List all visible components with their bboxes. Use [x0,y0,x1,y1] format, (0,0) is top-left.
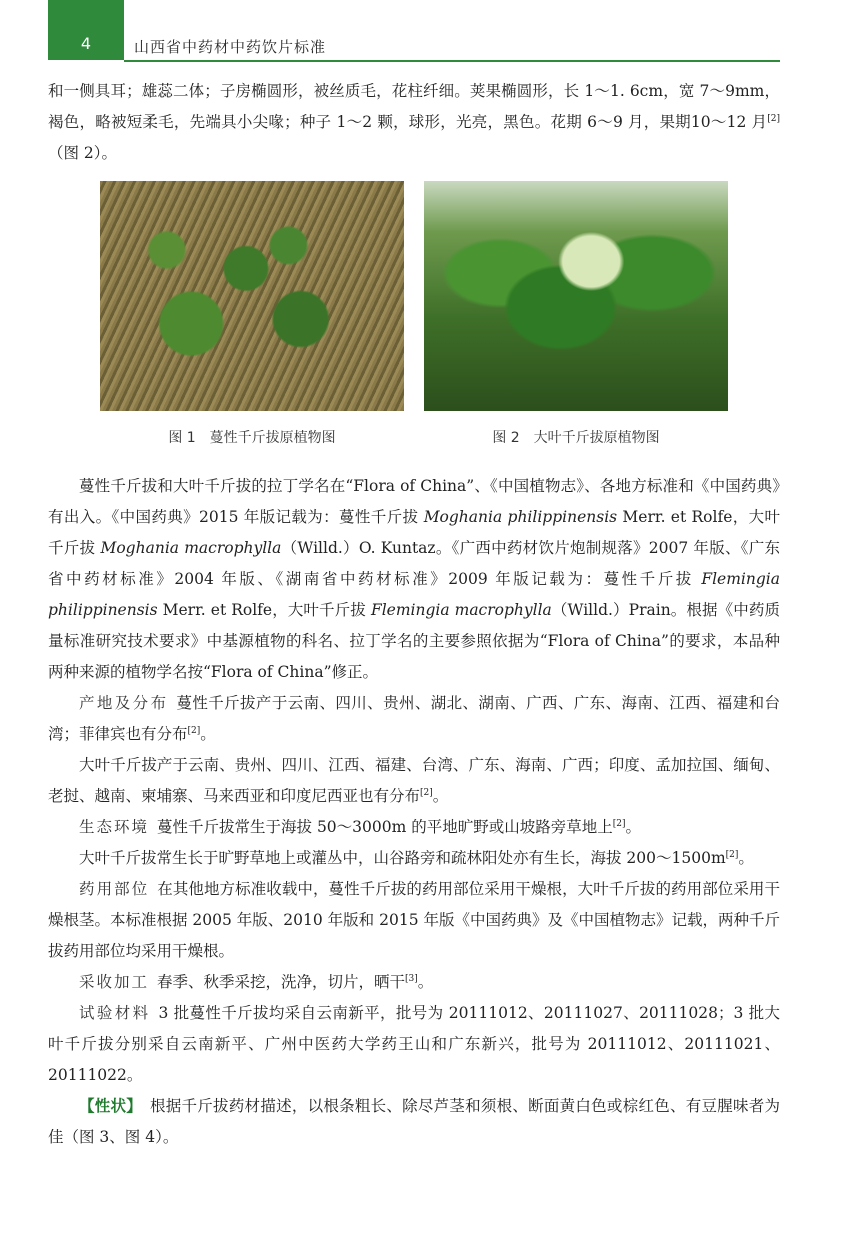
page-number: 4 [80,34,92,53]
names-text-5: （Willd.）Prain。根据《中药质量标准研究技术要求》中基源植物的科名、拉丁学名的主要参照依据为“Flora of China”的要求，本品种两种来源的植物学名按“Flora of China”修正。 [48,601,780,681]
latin-name-3: Flemingia philippinensis [48,570,780,619]
figure-row [48,181,780,463]
figure-2-caption: 图 2 大叶千斤拔原植物图 [492,430,660,446]
names-text-4: Merr. et Rolfe，大叶千斤拔 [157,601,371,619]
intro-ref: [2] [767,113,780,124]
distribution-paragraph-2 [48,750,780,812]
figure-1-caption: 图 1 蔓性千斤拔原植物图 [168,430,336,446]
intro-tail: （图 2）。 [48,144,118,162]
names-text-2: Merr. et Rolfe，大叶千斤拔 [48,508,780,557]
latin-name-2: Moghania macrophylla [100,539,282,557]
intro-text: 和一侧具耳；雄蕊二体；子房椭圆形，被丝质毛，花柱纤细。荚果椭圆形，长 1～1. 6cm，宽 7～9mm，褐色，略被短柔毛，先端具小尖喙；种子 1～2 颗，球形，光亮，黑色。花期 6～9 月，果期10～12 月 [48,82,780,131]
figure-2-photo [424,181,728,411]
medicinal-part-paragraph [48,874,780,967]
page-number-block [48,0,124,60]
medicinal-part-text: 在其他地方标准收载中，蔓性千斤拔的药用部位采用干燥根，大叶千斤拔的药用部位采用干燥根茎。本标准根据 2005 年版、2010 年版和 2015 年版《中国药典》及《中国植物志》记载，两种千斤拔药用部位均采用干燥根。 [48,880,780,960]
ecology-end-1: 。 [625,818,642,836]
character-paragraph [48,1091,780,1153]
character-label: 【性状】 [79,1097,143,1115]
distribution-end-2: 。 [432,787,449,805]
distribution-ref-2: [2] [420,787,433,798]
distribution-ref-1: [2] [187,725,201,736]
character-text: 根据千斤拔药材描述，以根条粗长、除尽芦茎和须根、断面黄白色或棕红色、有豆腥味者为佳（图 3、图 4）。 [48,1097,780,1146]
ecology-text-2: 大叶千斤拔常生长于旷野草地上或灌丛中，山谷路旁和疏林阳处亦有生长，海拔 200～1500m [79,849,726,867]
ecology-label: 生态环境 [79,818,150,836]
processing-text: 春季、秋季采挖，洗净，切片，晒干 [157,973,406,991]
page-content [48,76,780,1153]
ecology-end-2: 。 [738,849,754,867]
names-text-3: （Willd.）O. Kuntaz。《广西中药材饮片炮制规落》2007 年版、《广东省中药材标准》2004 年版、《湖南省中药材标准》2009 年版记载为：蔓性千斤拔 [48,539,780,588]
distribution-text-2: 大叶千斤拔产于云南、贵州、四川、江西、福建、台湾、广东、海南、广西；印度、孟加拉国、缅甸、老挝、越南、柬埔寨、马来西亚和印度尼西亚也有分布 [48,756,780,805]
distribution-text-1: 蔓性千斤拔产于云南、四川、贵州、湖北、湖南、广西、广东、海南、江西、福建和台湾；菲律宾也有分布 [48,694,780,743]
processing-paragraph [48,967,780,998]
header-rule [124,60,780,62]
figure-1-photo [100,181,404,411]
ecology-ref-2: [2] [725,849,739,860]
materials-paragraph [48,998,780,1091]
ecology-ref-1: [2] [612,818,626,829]
names-text-1: 蔓性千斤拔和大叶千斤拔的拉丁学名在“Flora of China”、《中国植物志》、各地方标准和《中国药典》有出入。《中国药典》2015 年版记载为：蔓性千斤拔 [48,477,780,526]
distribution-paragraph-1 [48,688,780,750]
latin-name-1: Moghania philippinensis [423,508,618,526]
ecology-paragraph-2 [48,843,780,874]
materials-label: 试验材料 [79,1004,151,1022]
distribution-end-1: 。 [200,725,216,743]
distribution-label: 产地及分布 [79,694,169,712]
processing-label: 采收加工 [79,973,150,991]
names-paragraph [48,471,780,688]
intro-paragraph [48,76,780,169]
ecology-paragraph-1 [48,812,780,843]
running-title: 山西省中药材中药饮片标准 [134,38,327,56]
processing-end: 。 [417,973,434,991]
latin-name-4: Flemingia macrophylla [370,601,552,619]
page-header [48,0,780,60]
medicinal-part-label: 药用部位 [79,880,150,898]
materials-text: 3 批蔓性千斤拔均采自云南新平，批号为 20111012、20111027、20111028；3 批大叶千斤拔分别采自云南新平、广州中医药大学药王山和广东新兴，批号为 20111012、20111021、20111022。 [48,1004,780,1084]
processing-ref: [3] [405,973,418,984]
ecology-text-1: 蔓性千斤拔常生于海拔 50～3000m 的平地旷野或山坡路旁草地上 [157,818,613,836]
